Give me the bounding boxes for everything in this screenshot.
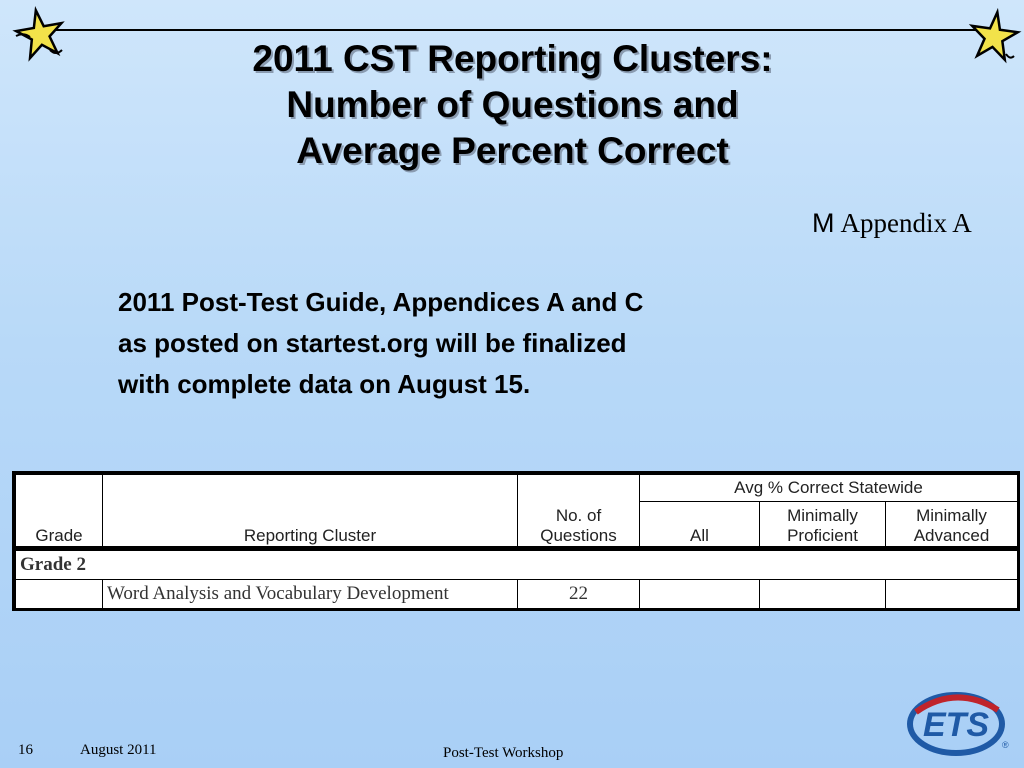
section-label: Grade 2: [16, 549, 1018, 580]
header-all: All: [640, 502, 760, 549]
header-reporting-cluster: Reporting Cluster: [103, 475, 518, 549]
table-row: [16, 580, 1018, 609]
top-rule: [40, 29, 982, 31]
appendix-reference: [812, 208, 1012, 239]
table-section-row: [16, 549, 1018, 580]
notice-line: as posted on startest.org will be finalized: [118, 328, 627, 358]
footer-date: August 2011: [80, 742, 157, 758]
cell-minimally-proficient: [760, 580, 886, 609]
notice-text: [118, 282, 838, 405]
header-number-of-questions: No. of Questions: [518, 475, 640, 549]
appendix-label: Appendix A: [840, 208, 972, 238]
star-icon: [966, 8, 1022, 64]
header-minimally-advanced: Minimally Advanced: [886, 502, 1018, 549]
header-avg-correct-group: Avg % Correct Statewide: [640, 475, 1018, 502]
cell-all: [640, 580, 760, 609]
notice-line: 2011 Post-Test Guide, Appendices A and C: [118, 287, 644, 317]
slide-number: 16: [18, 742, 33, 758]
header-grade: Grade: [16, 475, 103, 549]
cell-number-of-questions: 22: [518, 580, 640, 609]
slide-title: [140, 36, 885, 174]
cell-grade: [16, 580, 103, 609]
title-line: 2011 CST Reporting Clusters:: [252, 38, 773, 79]
header-minimally-proficient: Minimally Proficient: [760, 502, 886, 549]
cell-minimally-advanced: [886, 580, 1018, 609]
title-line: Average Percent Correct: [296, 130, 729, 171]
title-line: Number of Questions and: [286, 84, 739, 125]
star-icon: [10, 6, 66, 62]
ets-logo: [906, 690, 1010, 756]
notice-line: with complete data on August 15.: [118, 369, 531, 399]
logo-registered-mark: ®: [1002, 740, 1009, 750]
cell-reporting-cluster: Word Analysis and Vocabulary Development: [103, 580, 518, 609]
footer-title: Post-Test Workshop: [443, 745, 564, 761]
appendix-bullet: M: [812, 208, 835, 238]
clusters-table: [12, 471, 1020, 611]
logo-text: ETS: [922, 706, 990, 744]
